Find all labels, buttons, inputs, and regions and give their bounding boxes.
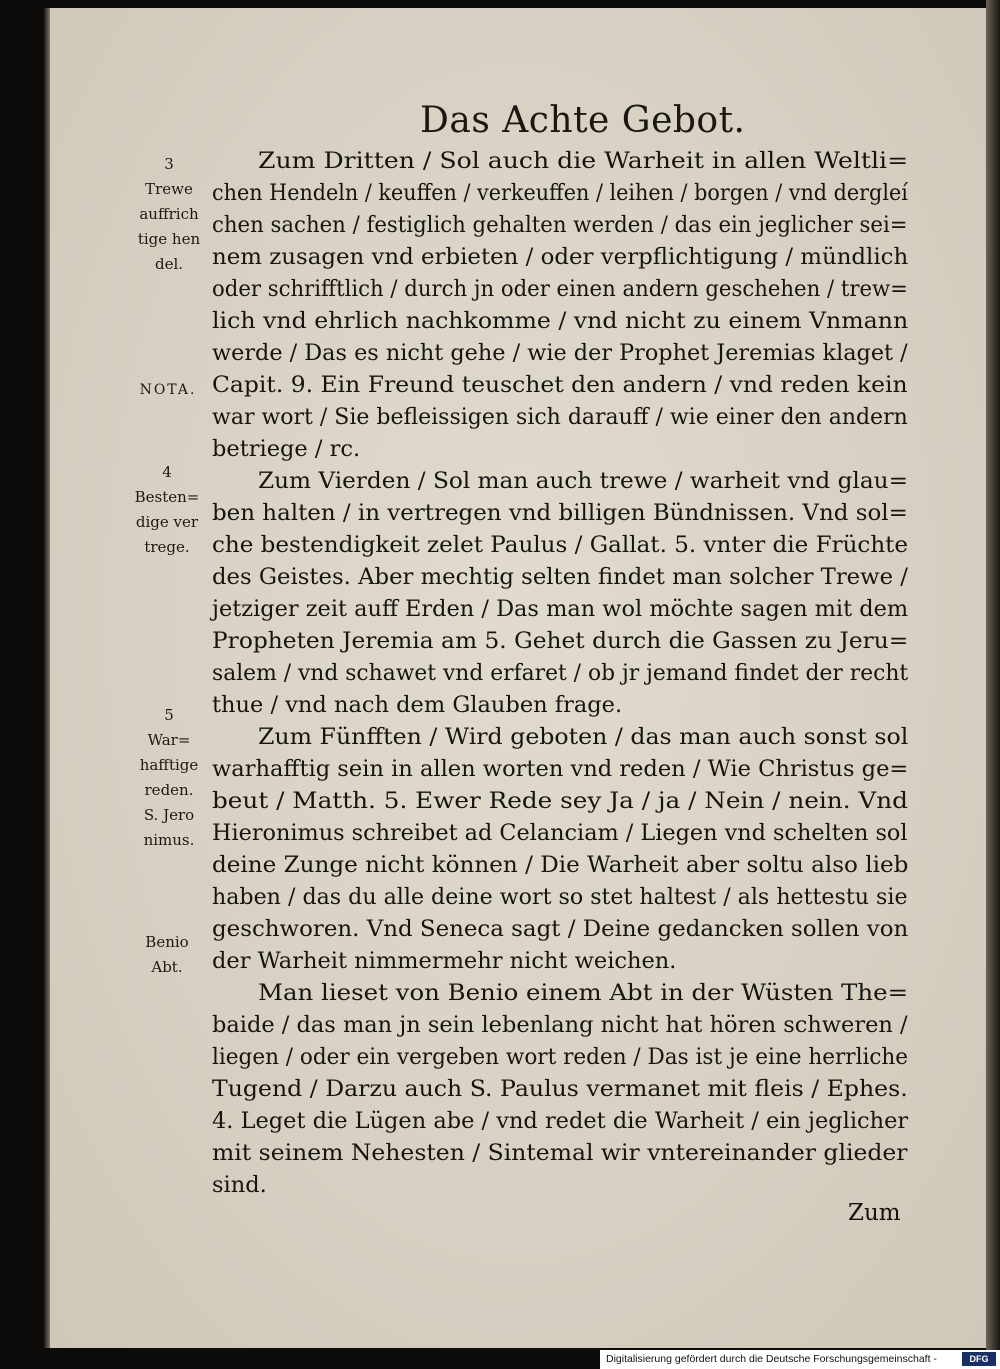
text-line: Zum Fünfften / Wird geboten / das man auch sonst sol — [258, 724, 909, 750]
catchword: Zum — [848, 1200, 901, 1226]
dfg-logo: DFG — [962, 1352, 996, 1366]
text-line: baide / das man jn sein lebenlang nicht hat hören schweren / — [212, 1012, 908, 1038]
text-line: chen Hendeln / keuffen / verkeuffen / leihen / borgen / vnd dergleí — [212, 180, 908, 206]
text-line: beut / Matth. 5. Ewer Rede sey Ja / ja / Nein / nein. Vnd — [212, 788, 908, 814]
text-line: war wort / Sie befleissigen sich darauff / wie einer den andern — [212, 404, 908, 430]
text-line: des Geistes. Aber mechtig selten findet man solcher Trewe / — [212, 564, 908, 590]
text-line: lich vnd ehrlich nachkomme / vnd nicht zu einem Vnmann — [212, 308, 909, 334]
margin-note-warhafftige: 5 War= hafftige reden. S. Jero nimus. — [139, 706, 199, 849]
text-line: haben / das du alle deine wort so stet haltest / als hettestu sie — [212, 884, 908, 910]
text-line: deine Zunge nicht können / Die Warheit aber soltu also lieb — [212, 852, 909, 878]
scan-right-edge — [986, 0, 1000, 1369]
text-line: mit seinem Nehesten / Sintemal wir vntereinander glieder — [212, 1140, 908, 1166]
text-line: Zum Vierden / Sol man auch trewe / warheit vnd glau= — [258, 468, 908, 494]
text-line: betriege / rc. — [212, 436, 361, 462]
text-line: thue / vnd nach dem Glauben frage. — [212, 692, 623, 718]
text-line: che bestendigkeit zelet Paulus / Gallat. 5. vnter die Früchte — [212, 532, 909, 558]
text-line: Zum Dritten / Sol auch die Warheit in allen Weltli= — [258, 148, 909, 174]
text-line: salem / vnd schawet vnd erfaret / ob jr jemand findet der recht — [212, 660, 909, 686]
text-line: Propheten Jeremia am 5. Gehet durch die Gassen zu Jeru= — [212, 628, 909, 654]
margin-note-benio: Benio Abt. — [145, 933, 189, 976]
text-line: Capit. 9. Ein Freund teuschet den andern / vnd reden kein — [212, 372, 908, 398]
text-line: Hieronimus schreibet ad Celanciam / Liegen vnd schelten sol — [212, 820, 908, 846]
text-line: Tugend / Darzu auch S. Paulus vermanet mit fleis / Ephes. — [212, 1076, 908, 1102]
text-line: 4. Leget die Lügen abe / vnd redet die Warheit / ein jeglicher — [212, 1108, 909, 1134]
text-line: werde / Das es nicht gehe / wie der Prophet Jeremias klaget / — [212, 340, 908, 366]
text-line: sind. — [212, 1172, 267, 1198]
text-line: chen sachen / festiglich gehalten werden / das ein jeglicher sei= — [212, 212, 908, 238]
text-line: oder schrifftlich / durch jn oder einen andern geschehen / trew= — [212, 276, 908, 302]
margin-note-trewe: 3 Trewe auffrich tige hen del. — [137, 155, 201, 273]
text-line: warhafftig sein in allen worten vnd reden / Wie Christus ge= — [212, 756, 909, 782]
text-line: liegen / oder ein vergeben wort reden / Das ist je eine herrliche — [212, 1044, 909, 1070]
text-line: Man lieset von Benio einem Abt in der Wüsten The= — [258, 980, 909, 1006]
footer-credit: Digitalisierung gefördert durch die Deutsche Forschungsgemeinschaft - — [606, 1353, 937, 1365]
text-line: geschworen. Vnd Seneca sagt / Deine gedancken sollen von — [212, 916, 909, 942]
margin-note-bestendige: 4 Besten= dige ver trege. — [134, 463, 200, 556]
text-line: ben halten / in vertregen vnd billigen Bündnissen. Vnd sol= — [212, 500, 908, 526]
text-line: der Warheit nimmermehr nicht weichen. — [212, 948, 677, 974]
text-line: jetziger zeit auff Erden / Das man wol möchte sagen mit dem — [212, 596, 909, 622]
margin-note-nota: NOTA. — [139, 382, 197, 398]
page-title: Das Achte Gebot. — [420, 100, 746, 141]
text-line: nem zusagen vnd erbieten / oder verpflichtigung / mündlich — [212, 244, 909, 270]
